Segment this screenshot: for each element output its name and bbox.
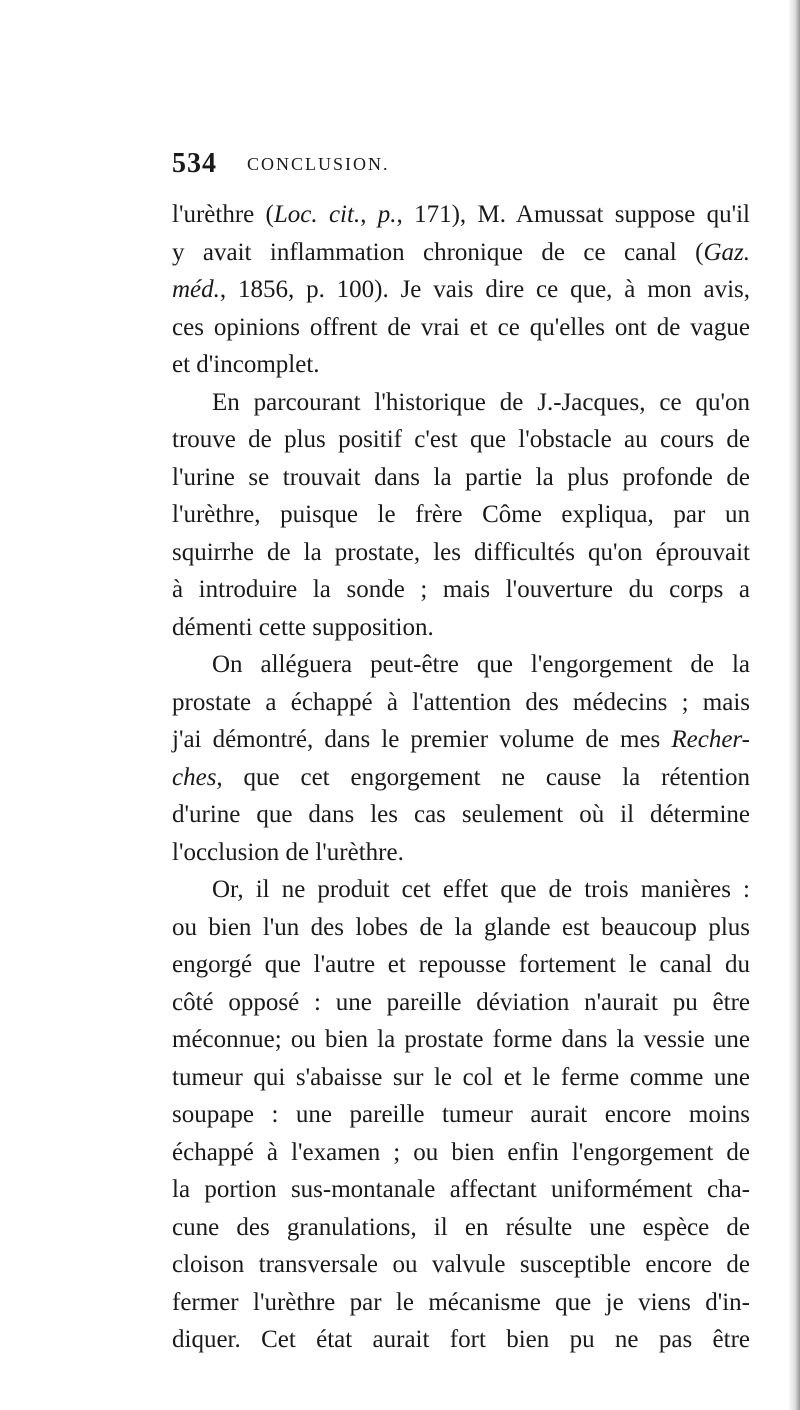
text-line [172,684,750,722]
text-line [172,796,750,834]
text-line [172,421,750,459]
text-span: , que cet engorgement ne cause la rétention [216,763,750,791]
italic-text: ches [172,763,217,791]
text-line [172,909,750,947]
italic-text: Recher- [671,726,750,753]
text-span: méconnue; ou bien la prostate forme dans la vessie une [172,1026,750,1053]
text-span: échappé à l'examen ; ou bien enfin l'engorgement de [172,1138,750,1166]
body-text [172,196,750,1359]
text-span: cune des granulations, il en résulte une espèce de [172,1213,750,1241]
text-span: ces opinions offrent de vrai et ce qu'elles ont de vague [172,313,750,341]
italic-text: Loc. cit. [273,201,361,228]
page-number: 534 [172,148,217,179]
text-span: fermer l'urèthre par le mécanisme que je viens d'in- [172,1288,750,1316]
text-line [172,534,750,572]
text-span: et d'incomplet. [172,351,320,378]
text-span: l'occlusion de l'urèthre. [172,838,404,866]
text-line [172,1321,750,1359]
text-span: cloison transversale ou valvule susceptible encore de [172,1251,750,1278]
text-span: d'urine que dans les cas seulement où il détermine [172,801,750,828]
page-edge-shadow [788,0,800,1410]
text-span: à introduire la sonde ; mais l'ouverture du corps a [172,576,750,603]
text-line [172,1246,750,1284]
text-span: , 171), M. Amussat suppose qu'il [396,201,750,228]
text-line [172,196,750,234]
text-span: diquer. Cet état aurait fort bien pu ne pas être [172,1326,750,1353]
text-span: côté opposé : une pareille déviation n'aurait pu être [172,988,750,1016]
text-line [172,609,750,647]
text-span: , 1856, p. 100). Je vais dire ce que, à mon avis, [219,276,750,303]
text-line [172,1096,750,1134]
text-span: l'urèthre, puisque le frère Côme expliqua, par un [172,501,750,528]
text-span: , [360,201,378,228]
text-span: ou bien l'un des lobes de la glande est beaucoup plus [172,913,750,941]
text-span: engorgé que l'autre et repousse fortement le canal du [172,951,750,978]
text-span: j'ai démontré, dans le premier volume de mes [172,726,672,753]
text-span: tumeur qui s'abaisse sur le col et le ferme comme une [172,1063,750,1091]
italic-text: p. [377,201,397,228]
text-span: trouve de plus positif c'est que l'obstacle au cours de [172,426,750,453]
text-span: démenti cette supposition. [172,613,434,641]
text-line [172,1134,750,1172]
running-head: CONCLUSION. [247,154,390,174]
text-span: y avait inflammation chronique de ce canal ( [172,238,704,266]
text-line [172,1209,750,1247]
text-line [172,346,750,384]
text-line [172,571,750,609]
text-span: soupape : une pareille tumeur aurait encore moins [172,1101,750,1128]
text-line [172,834,750,872]
text-span: Or, il ne produit cet effet que de trois manières : [212,876,750,903]
text-line [172,459,750,497]
italic-text: méd. [172,276,220,303]
text-line [172,1021,750,1059]
text-line [172,759,750,797]
text-line [172,1059,750,1097]
text-line [172,309,750,347]
text-line [172,871,750,909]
text-line [172,384,750,422]
text-line [172,234,750,272]
text-span: la portion sus-montanale affectant uniformément cha- [172,1176,750,1203]
text-line [172,946,750,984]
text-line [172,646,750,684]
text-line [172,721,750,759]
text-line [172,1284,750,1322]
text-line [172,1171,750,1209]
text-span: On alléguera peut-être que l'engorgement de la [212,651,750,678]
page-header [172,148,772,188]
text-span: En parcourant l'historique de J.-Jacques, ce qu'on [212,388,750,416]
text-line [172,271,750,309]
text-span: l'urèthre ( [172,201,274,228]
text-span: prostate a échappé à l'attention des médecins ; mais [172,688,750,716]
text-span: l'urine se trouvait dans la partie la plus profonde de [172,463,750,491]
text-line [172,496,750,534]
italic-text: Gaz. [703,238,750,266]
text-line [172,984,750,1022]
text-span: squirrhe de la prostate, les difficultés qu'on éprouvait [172,538,750,566]
